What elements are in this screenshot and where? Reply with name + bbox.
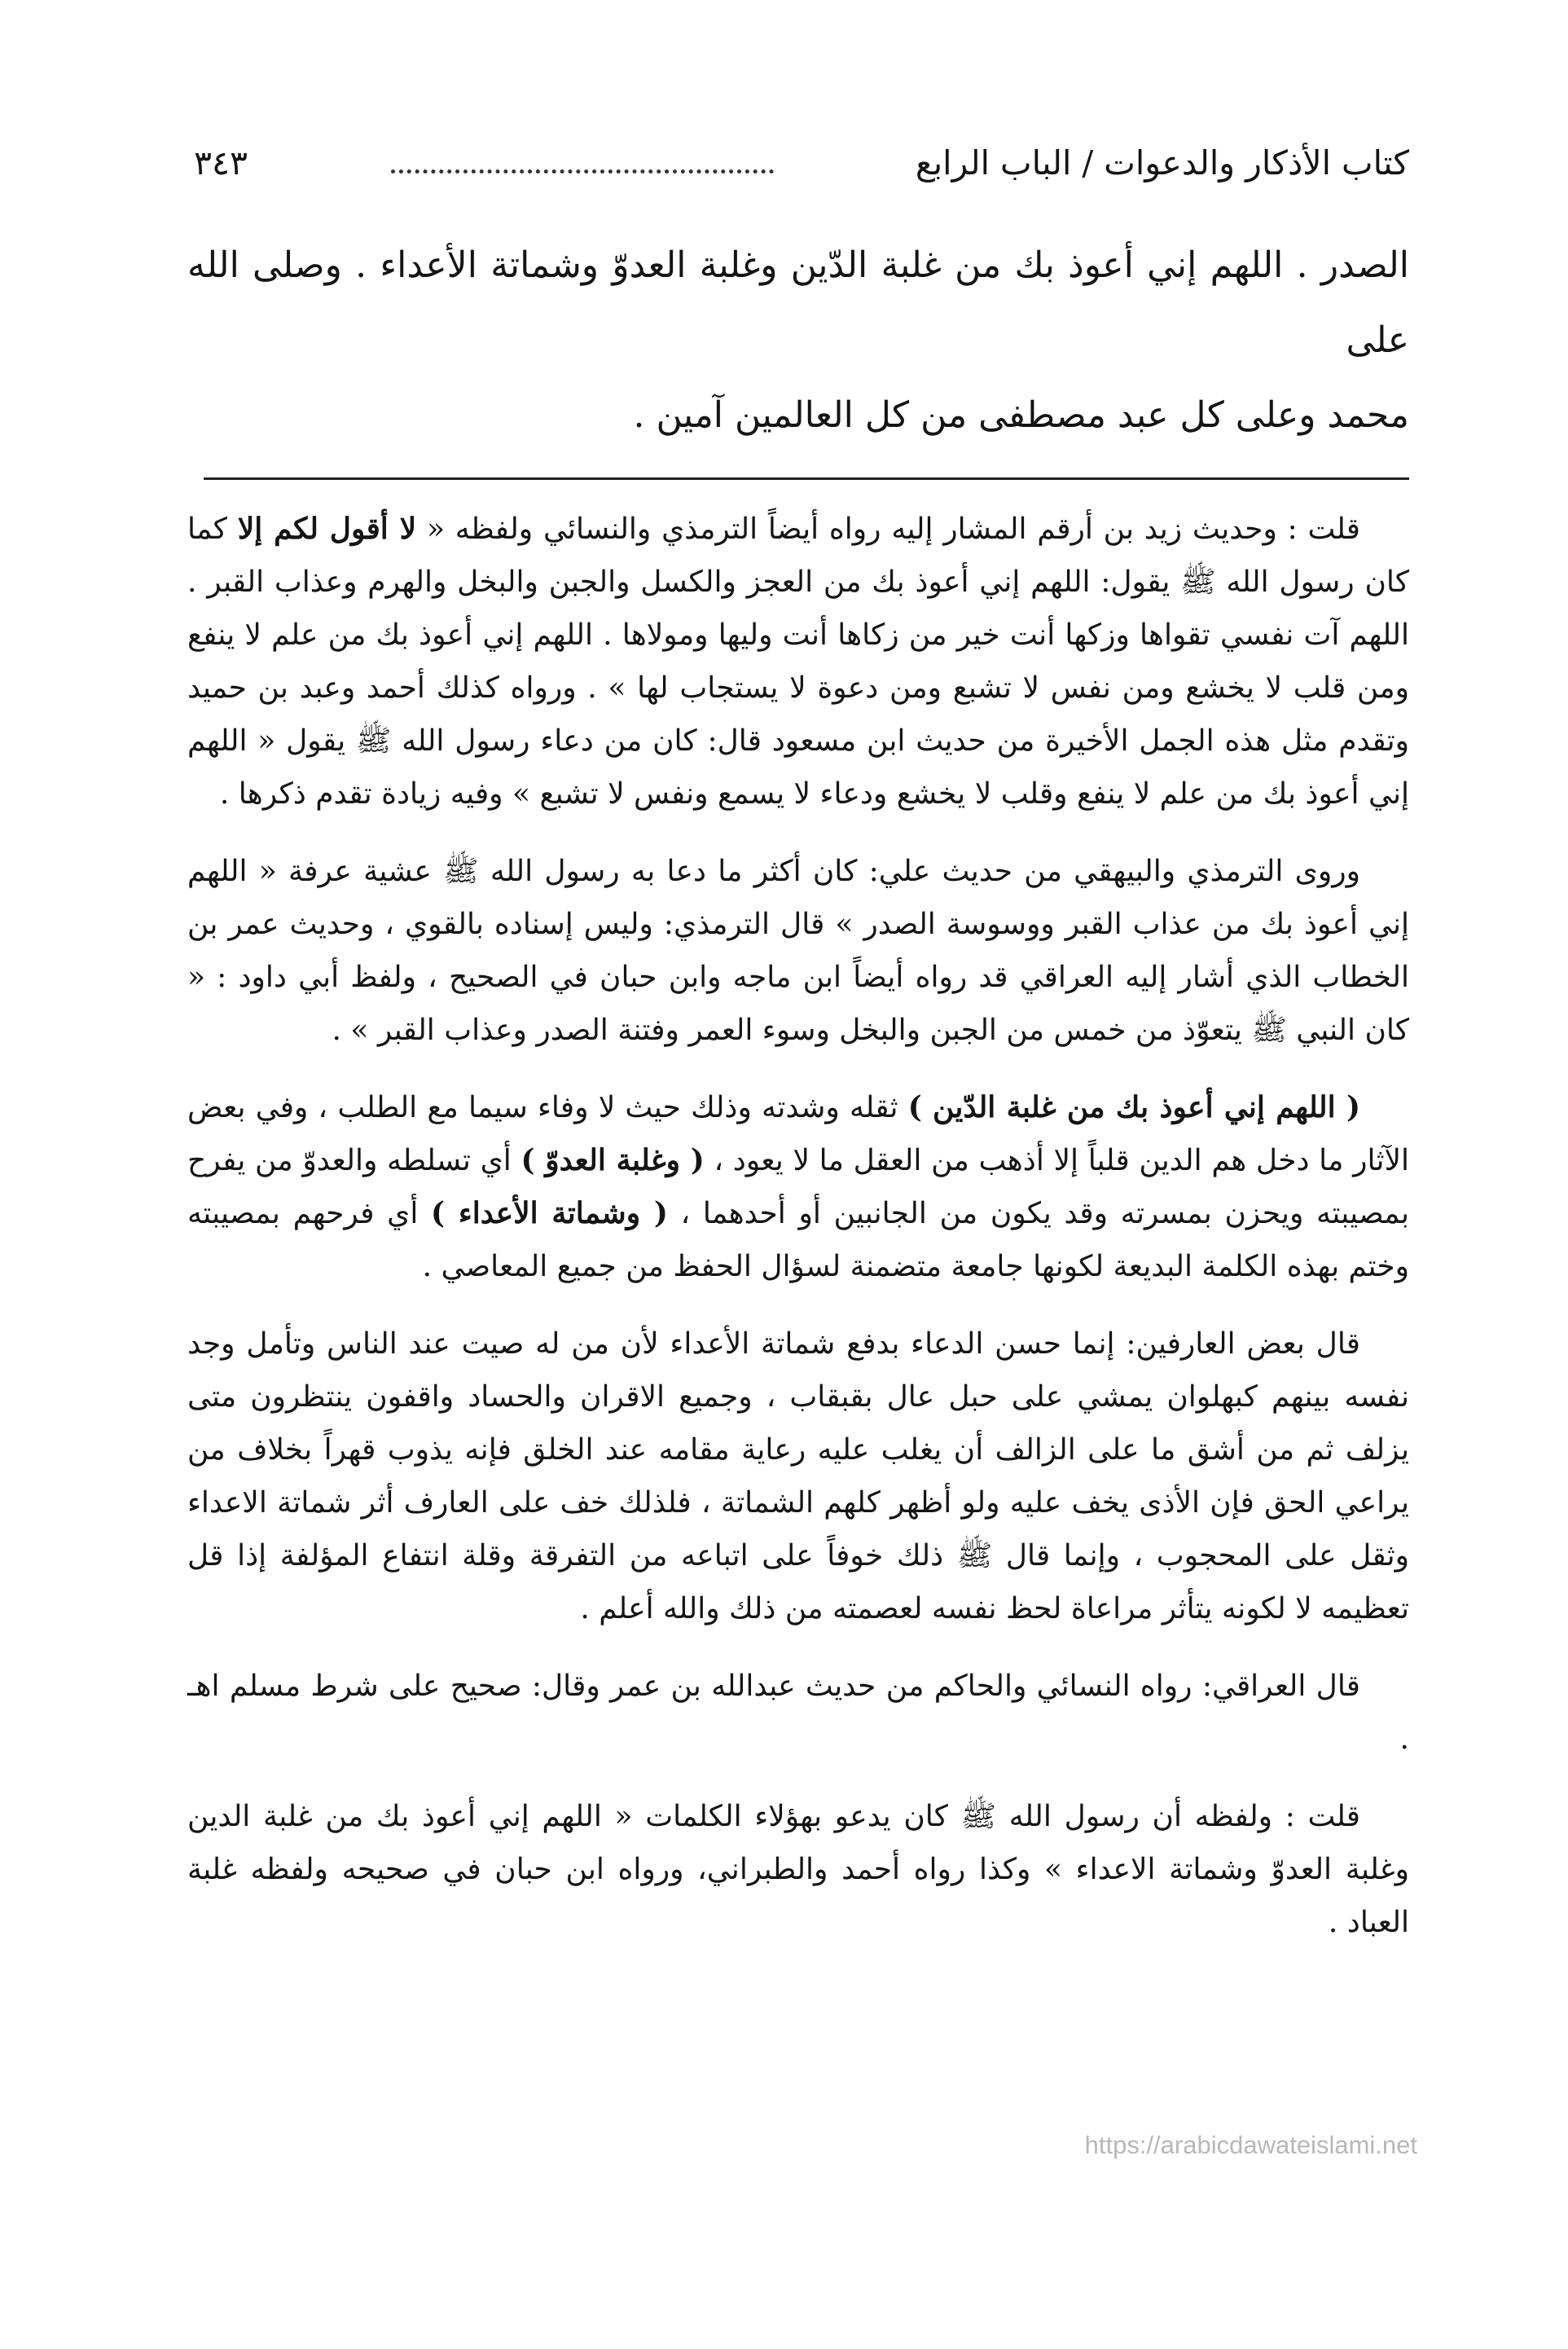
note-paragraph-4	[187, 1317, 1409, 1635]
main-line-1: الصدر . اللهم إني أعوذ بك من غلبة الدّين وغلبة العدوّ وشماتة الأعداء . وصلى الله على	[187, 244, 1409, 361]
dotted-leader	[391, 169, 774, 174]
watermark-url: https://arabicdawateislami.net	[1084, 2131, 1417, 2159]
note-text: أي تسلطه والعدوّ من يفرح بمصيبته ويحزن بمسرته وقد يكون من الجانبين أو أحدهما ،	[187, 1144, 1409, 1230]
note-paragraph-2	[187, 845, 1409, 1057]
note-text: وروى الترمذي والبيهقي من حديث علي: كان أكثر ما دعا به رسول الله ﷺ عشية عرفة « اللهم إني أعوذ بك من عذاب القبر ووسوسة الصدر » قال الترمذي: وليس إسناده بالقوي ، وحديث عمر بن الخطاب الذي أشار إليه العراقي قد رواه أيضاً ابن ماجه وابن حبان في الصحيح ، ولفظ أبي داود : « كان النبي ﷺ يتعوّذ من خمس من الجبن والبخل وسوء العمر وفتنة الصدر وعذاب القبر » .	[187, 855, 1409, 1047]
note-paragraph-5	[187, 1660, 1409, 1766]
note-text: أي فرحهم بمصيبته وختم بهذه الكلمة البديعة لكونها جامعة متضمنة لسؤال الحفظ من جميع المعاصي .	[187, 1197, 1409, 1283]
running-header	[187, 122, 1409, 196]
quoted-phrase: ( وغلبة العدوّ )	[520, 1143, 705, 1177]
note-text: قال بعض العارفين: إنما حسن الدعاء بدفع شماتة الأعداء لأن من له صيت عند الناس وتأمل وجد نفسه بينهم كبهلوان يمشي على حبل عال بقبقاب ، وجميع الاقران والحساد واقفون ينتظرون متى يزلف ثم من أشق ما على الزالف أن يغلب عليه رعاية مقامه عند الخلق فإنه يذوب قهراً بخلاف من يراعي الحق فإن الأذى يخف عليه ولو أظهر كلهم الشماتة ، فلذلك خف على العارف أثر شماتة الاعداء وثقل على المحجوب ، وإنما قال ﷺ ذلك خوفاً على اتباعه من التفرقة وقلة انتفاع المؤلفة إذا قل تعظيمه لا لكونه يتأثر مراعاة لحظ نفسه لعصمته من ذلك والله أعلم .	[187, 1327, 1410, 1625]
main-text	[187, 228, 1409, 453]
note-paragraph-6	[187, 1790, 1409, 1949]
quoted-phrase: ( وشماتة الأعداء )	[431, 1196, 668, 1230]
main-line-2: محمد وعلى كل عبد مصطفى من كل العالمين آمين .	[633, 394, 1409, 436]
note-text: قلت : ولفظه أن رسول الله ﷺ كان يدعو بهؤلاء الكلمات « اللهم إني أعوذ بك من غلبة الدين وغلبة العدوّ وشماتة الاعداء » وكذا رواه أحمد والطبراني، ورواه ابن حبان في صحيحه ولفظه غلبة العباد .	[187, 1800, 1409, 1939]
note-text: ثقله وشدته وذلك حيث لا وفاء سيما مع الطلب ، وفي بعض الآثار ما دخل هم الدين قلباً إلا أذهب من العقل ما لا يعود ،	[187, 1091, 1409, 1177]
note-text: كما كان رسول الله ﷺ يقول: اللهم إني أعوذ بك من العجز والكسل والجبن والبخل والهرم وعذاب القبر . اللهم آت نفسي تقواها وزكها أنت خير من زكاها أنت وليها ومولاها . اللهم إني أعوذ بك من علم لا ينفع ومن قلب لا يخشع ومن نفس لا تشبع ومن دعوة لا يستجاب لها » . ورواه كذلك أحمد وعبد بن حميد وتقدم مثل هذه الجمل الأخيرة من حديث ابن مسعود قال: كان من دعاء رسول الله ﷺ يقول « اللهم إني أعوذ بك من علم لا ينفع وقلب لا يخشع ودعاء لا يسمع ونفس لا تشبع » وفيه زيادة تقدم ذكرها .	[187, 512, 1410, 811]
book-page	[187, 122, 1409, 1973]
header-title: كتاب الأذكار والدعوات / الباب الرابع	[915, 143, 1409, 183]
commentary-divider	[204, 477, 1409, 480]
note-text: قال العراقي: رواه النسائي والحاكم من حديث عبدالله بن عمر وقال: صحيح على شرط مسلم اهـ .	[187, 1669, 1409, 1756]
note-text: قلت : وحديث زيد بن أرقم المشار إليه رواه أيضاً الترمذي والنسائي ولفظه «	[416, 512, 1361, 546]
note-paragraph-1	[187, 503, 1409, 820]
note-paragraph-3	[187, 1081, 1409, 1293]
note-bold: لا أقول لكم إلا	[237, 512, 417, 546]
quoted-phrase: ( اللهم إني أعوذ بك من غلبة الدّين )	[907, 1090, 1360, 1124]
page-number: ٣٤٣	[194, 143, 248, 183]
